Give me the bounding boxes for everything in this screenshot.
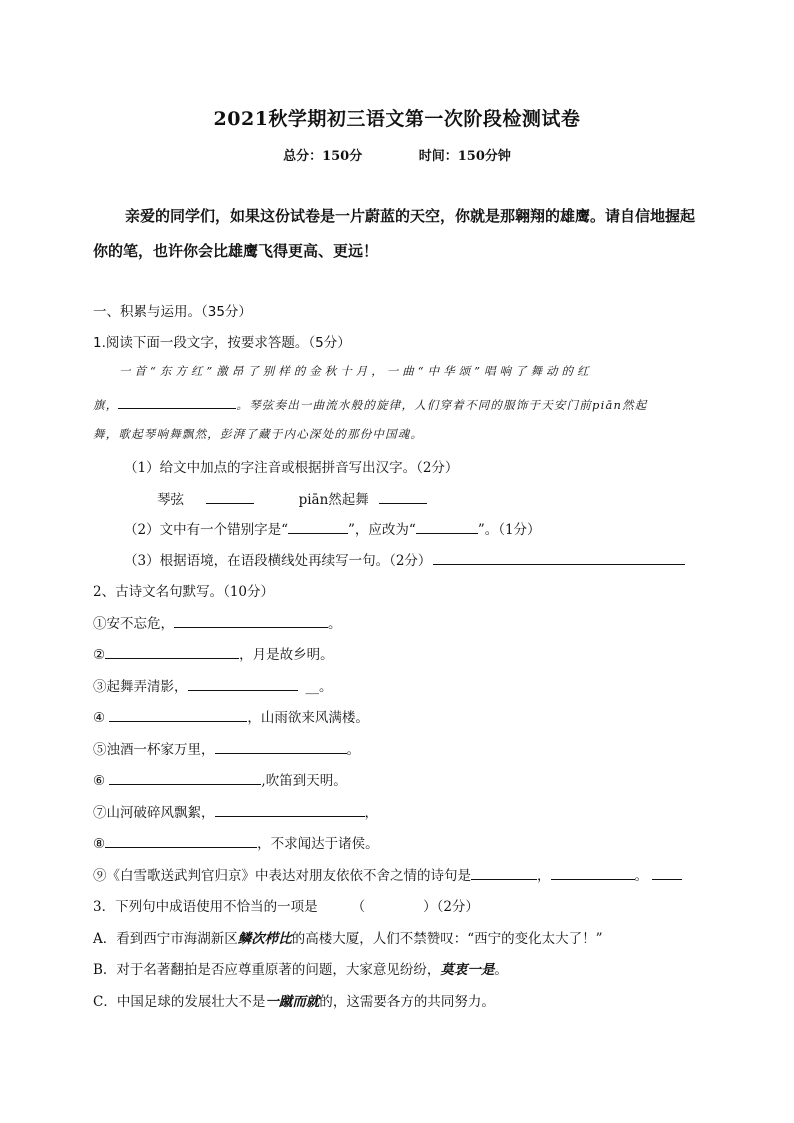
- poem-blank[interactable]: [109, 771, 261, 785]
- poem-blank[interactable]: [652, 866, 682, 880]
- exam-meta: [0, 145, 794, 164]
- option-a-text-end: 的高楼大厦，人们不禁赞叹：“西宁的变化太大了！”: [291, 931, 603, 947]
- poem-blank[interactable]: [471, 866, 537, 880]
- answer-blank-2a[interactable]: [288, 520, 348, 534]
- intro-paragraph: 亲爱的同学们，如果这份试卷是一片蔚蓝的天空，你就是那翱翔的雄鹰。请自信地握起你的笔，也许你会比雄鹰飞得更高、更远！: [93, 207, 696, 260]
- sub-question-2-text-a: （2）文中有一个错别字是“: [124, 522, 288, 538]
- exam-title: 2021秋学期初三语文第一次阶段检测试卷: [213, 108, 581, 130]
- poem-blank[interactable]: [105, 834, 257, 848]
- option-c-text: C．中国足球的发展壮大不是: [93, 994, 266, 1010]
- poem-item-text: ④: [93, 710, 110, 726]
- sub-question-1: （1）给文中加点的字注音或根据拼音写出汉字。（2分）: [124, 460, 459, 476]
- pinyin-word-1: 琴弦: [157, 492, 184, 508]
- option-b-text: B．对于名著翻拍是否应尊重原著的问题，大家意见纷纷，: [93, 962, 441, 978]
- answer-paren-close: ）（2分）: [423, 899, 479, 915]
- sub-question-2-text-b: ”，应改为“: [348, 522, 416, 538]
- poem-item-text: ，不求闻达于诸侯。: [257, 836, 379, 852]
- poem-item-text: ②: [93, 647, 106, 663]
- question-3-stem: [93, 895, 479, 915]
- poem-item-9-text: ⑨《白雪歌送武判官归京》中表达对朋友依依不舍之情的诗句是: [93, 868, 471, 884]
- poem-item-9-sep: ，: [537, 868, 551, 884]
- passage-line-2-start: 旗，: [93, 398, 119, 412]
- answer-blank-3[interactable]: [433, 551, 685, 565]
- poem-item-text: 。: [346, 742, 360, 758]
- poem-item-8: [93, 832, 379, 852]
- question-2-stem: 2、古诗文名句默写。（10分）: [93, 584, 275, 600]
- poem-item-text: ③起舞弄清影，: [93, 679, 188, 695]
- passage-line-2: [93, 395, 675, 413]
- poem-blank[interactable]: [188, 677, 298, 691]
- poem-item-2: [93, 643, 334, 663]
- poem-item-text: ⑧: [93, 836, 106, 852]
- passage-line-3: 舞，歌起琴响舞飘然，彭湃了藏于内心深处的那份中国魂。: [93, 427, 424, 441]
- poem-blank[interactable]: [174, 614, 328, 628]
- poem-item-1: [93, 612, 342, 632]
- sub-question-1-answers: [157, 488, 427, 508]
- poem-item-text: ，月是故乡明。: [239, 647, 334, 663]
- poem-item-text: ⑦山河破碎风飘絮，: [93, 805, 215, 821]
- poem-item-text: ,吹笛到天明。: [261, 773, 347, 789]
- poem-blank[interactable]: [551, 866, 635, 880]
- poem-item-4: [93, 706, 369, 726]
- poem-blank[interactable]: [109, 708, 247, 722]
- answer-paren-open: （: [351, 899, 366, 915]
- poem-item-text: __。: [305, 679, 333, 695]
- poem-item-text: ⑥: [93, 773, 110, 789]
- pinyin-word-2: piān然起舞: [298, 492, 369, 508]
- answer-blank-2b[interactable]: [416, 520, 478, 534]
- poem-item-text: ①安不忘危，: [93, 616, 174, 632]
- sub-question-3-text: （3）根据语境，在语段横线处再续写一句。（2分）: [124, 553, 432, 569]
- poem-item-text: ⑤浊酒一杯家万里，: [93, 742, 215, 758]
- poem-item-text: ，: [364, 805, 378, 821]
- option-c-idiom: 一蹴而就: [265, 994, 320, 1010]
- total-score: 总分：150分: [283, 149, 363, 164]
- exam-time: 时间：150分钟: [418, 149, 511, 164]
- sub-question-2: [124, 518, 541, 538]
- poem-item-9-end: 。: [634, 868, 648, 884]
- option-a: [93, 927, 603, 947]
- poem-item-text: ，山雨欲来风满楼。: [247, 710, 369, 726]
- passage-blank[interactable]: [118, 395, 236, 409]
- poem-item-text: 。: [328, 616, 342, 632]
- sub-question-3: [124, 549, 685, 569]
- poem-blank[interactable]: [215, 803, 365, 817]
- question-3-text: 3．下列句中成语使用不恰当的一项是: [93, 899, 318, 915]
- option-b-text-end: 。: [494, 962, 508, 978]
- answer-blank-1a[interactable]: [206, 490, 254, 504]
- poem-item-7: [93, 801, 378, 821]
- option-a-idiom: 鳞次栉比: [237, 931, 292, 947]
- poem-blank[interactable]: [215, 740, 347, 754]
- question-1-stem: 1.阅读下面一段文字，按要求答题。（5分）: [93, 335, 351, 351]
- section-heading: 一、积累与运用。（35分）: [93, 304, 252, 320]
- poem-item-9: [93, 864, 682, 884]
- poem-blank[interactable]: [105, 645, 239, 659]
- passage-line-2-end: 。琴弦奏出一曲流水般的旋律，人们穿着不同的服饰于天安门前piān然起: [236, 398, 648, 412]
- poem-item-5: [93, 738, 360, 758]
- poem-item-3: [93, 675, 333, 695]
- option-b: [93, 958, 508, 978]
- option-a-text: A．看到西宁市海湖新区: [93, 931, 238, 947]
- option-c: [93, 990, 495, 1010]
- sub-question-2-text-c: ”。（1分）: [477, 522, 541, 538]
- option-c-text-end: 的，这需要各方的共同努力。: [319, 994, 495, 1010]
- passage-line-1: 一首“东方红”激昂了别样的金秋十月，一曲“中华颂”唱响了舞动的红: [119, 364, 593, 378]
- poem-item-6: [93, 769, 347, 789]
- option-b-idiom: 莫衷一是: [440, 962, 495, 978]
- answer-blank-1b[interactable]: [379, 490, 427, 504]
